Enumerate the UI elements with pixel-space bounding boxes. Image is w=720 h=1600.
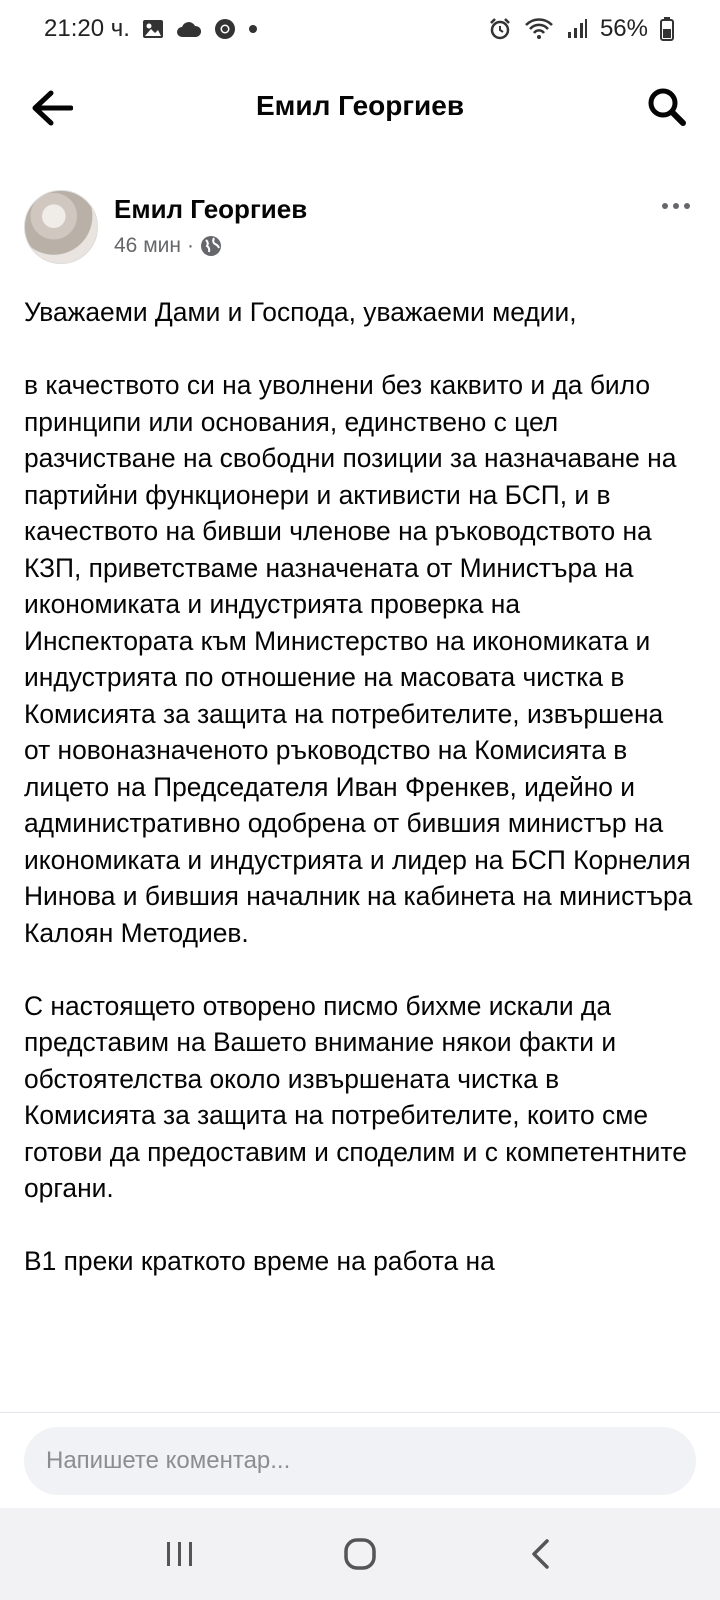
- recent-apps-button[interactable]: [140, 1524, 220, 1584]
- chrome-icon: [214, 18, 236, 40]
- dot-icon: [248, 24, 258, 34]
- post-header: [24, 190, 696, 270]
- more-options-icon: [684, 203, 690, 209]
- more-options-icon: [662, 203, 668, 209]
- status-bar: [0, 0, 720, 58]
- comment-bar: [0, 1412, 720, 1508]
- post-author[interactable]: Емил Георгиев: [114, 194, 308, 224]
- post-meta: [114, 234, 222, 258]
- more-options-icon: [673, 203, 679, 209]
- cloud-icon: [176, 20, 202, 38]
- app-bar: [0, 64, 720, 152]
- home-icon: [343, 1537, 377, 1571]
- post-paragraph: Уважаеми Дами и Господа, уважаеми медии,: [24, 297, 577, 327]
- back-icon: [529, 1538, 551, 1570]
- gallery-icon: [142, 19, 164, 39]
- signal-icon: [566, 18, 588, 40]
- search-icon: [647, 87, 687, 127]
- post-paragraph: В1 преки краткото време на работа на: [24, 1246, 495, 1276]
- post-body: [24, 294, 696, 1412]
- status-time: 21:20 ч.: [44, 15, 130, 42]
- avatar[interactable]: [24, 190, 98, 264]
- wifi-icon: [524, 17, 554, 41]
- battery-icon: [660, 17, 674, 41]
- status-left: [44, 15, 258, 43]
- system-back-button[interactable]: [500, 1524, 580, 1584]
- post-time[interactable]: 46 мин: [114, 234, 181, 257]
- page-title: Емил Георгиев: [255, 90, 465, 121]
- post-paragraph: в качеството си на уволнени без каквито и да било принципи или основания, единствено с цел разчистване на свободни позиции за назначаване на партийни функционери и активисти на БСП, и в качеството на бивши членове на ръководството на КЗП, приветстваме назначената от Министъра на икономиката и индустрията проверка на Инспектората към Министерство на икономиката и индустрията по отношение на масовата чистка в Комисията за защита на потребителите, извършена от новоназначеното ръководство на Комисията в лицето на Председателя Иван Френкев, идейно и административно одобрена от бившия министър на икономиката и индустрията и лидер на БСП Корнелия Нинова и бившия началник на кабинета на министъра Калоян Методиев.: [24, 370, 693, 948]
- status-right: [488, 15, 674, 43]
- battery-percent: 56%: [599, 15, 648, 42]
- more-options-button[interactable]: [656, 194, 696, 218]
- search-button[interactable]: [642, 82, 692, 132]
- comment-input[interactable]: [24, 1427, 696, 1495]
- globe-icon: [200, 235, 222, 257]
- meta-separator: ·: [186, 234, 194, 257]
- system-nav-bar: [0, 1508, 720, 1600]
- home-button[interactable]: [320, 1524, 400, 1584]
- post-paragraph: С настоящето отворено писмо бихме искали да представим на Вашето внимание някои факти и обстоятелства около извършената чистка в Комисията за защита на потребителите, които сме готови да предоставим и споделим и с компетентните органи.: [24, 990, 687, 1203]
- alarm-icon: [488, 17, 512, 41]
- recent-apps-icon: [165, 1540, 195, 1568]
